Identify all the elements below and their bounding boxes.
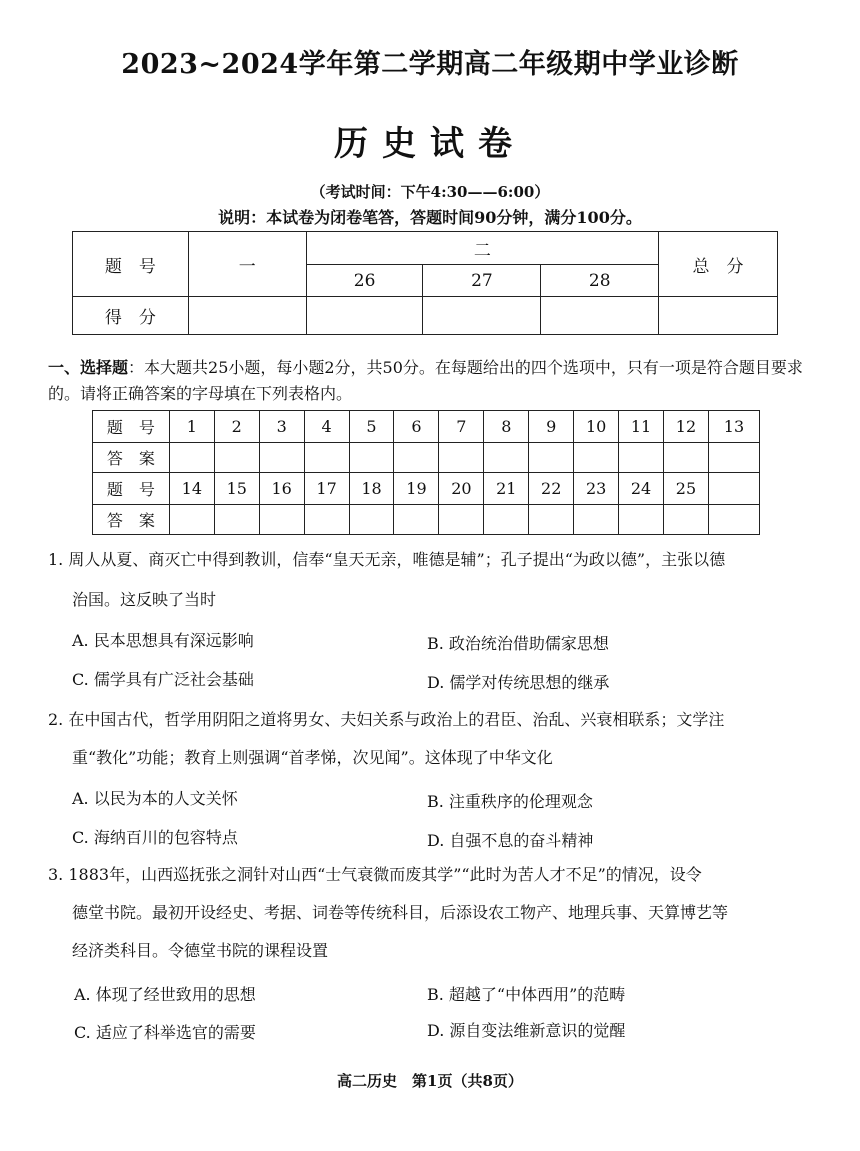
question-3-option-c[interactable]: C. 适应了科举选官的需要 [74, 1023, 256, 1042]
exam-title: 2023~2024学年第二学期高二年级期中学业诊断 [121, 49, 739, 80]
score-cell[interactable] [423, 297, 541, 335]
score-cell[interactable] [659, 297, 778, 335]
exam-instructions: 说明：本试卷为闭卷笔答，答题时间90分钟，满分100分。 [218, 208, 642, 227]
answer-cell[interactable] [664, 443, 709, 473]
question-number: 10 [574, 411, 619, 443]
question-1-stem: 1. 周人从夏、商灭亡中得到教训，信奉“皇天无亲，唯德是辅”；孔子提出“为政以德”，主张以德 [48, 550, 726, 569]
question-number: 13 [708, 411, 759, 443]
question-1-stem-continued: 治国。这反映了当时 [72, 590, 217, 609]
answer-cell[interactable] [304, 443, 349, 473]
score-table [72, 231, 778, 335]
answer-cell[interactable] [439, 505, 484, 535]
section1-intro [48, 355, 818, 407]
answer-table [92, 410, 760, 535]
question-1-option-d[interactable]: D. 儒学对传统思想的继承 [427, 673, 610, 692]
question-1-option-c[interactable]: C. 儒学具有广泛社会基础 [72, 670, 254, 689]
section1-heading: 一、选择题 [48, 358, 129, 377]
score-cell[interactable] [306, 297, 423, 335]
answer-table-row-numbers [93, 411, 760, 443]
answer-cell[interactable] [619, 505, 664, 535]
question-2-option-c[interactable]: C. 海纳百川的包容特点 [72, 828, 238, 847]
score-cell[interactable] [541, 297, 659, 335]
question-number: 21 [484, 473, 529, 505]
answer-cell[interactable] [304, 505, 349, 535]
answer-cell[interactable] [349, 505, 394, 535]
answer-cell[interactable] [619, 443, 664, 473]
question-number: 22 [529, 473, 574, 505]
score-table-label-score: 得 分 [73, 297, 189, 335]
question-number: 12 [664, 411, 709, 443]
answer-cell[interactable] [394, 505, 439, 535]
question-3-stem: 3. 1883年，山西巡抚张之洞针对山西“士气衰微而废其学”“此时为苦人才不足”的情况，设令 [48, 865, 702, 884]
question-1-option-b[interactable]: B. 政治统治借助儒家思想 [427, 634, 609, 653]
answer-table-answer-label: 答 案 [93, 505, 170, 535]
score-table-sub-27: 27 [423, 265, 541, 297]
answer-cell[interactable] [574, 505, 619, 535]
question-3-option-b[interactable]: B. 超越了“中体西用”的范畴 [427, 985, 626, 1004]
question-number: 1 [169, 411, 214, 443]
question-3-stem-continued: 德堂书院。最初开设经史、考据、词卷等传统科目，后添设农工物产、地理兵事、天算博艺等 [72, 903, 729, 922]
question-number: 19 [394, 473, 439, 505]
answer-cell[interactable] [259, 443, 304, 473]
answer-table-row-answers [93, 443, 760, 473]
question-number [708, 473, 759, 505]
score-table-sub-26: 26 [306, 265, 423, 297]
answer-cell[interactable] [484, 443, 529, 473]
answer-cell[interactable] [169, 443, 214, 473]
question-number: 4 [304, 411, 349, 443]
answer-table-row-answers [93, 505, 760, 535]
question-2-option-d[interactable]: D. 自强不息的奋斗精神 [427, 831, 594, 850]
answer-cell[interactable] [484, 505, 529, 535]
answer-cell[interactable] [169, 505, 214, 535]
page-footer: 高二历史 第1页（共8页） [337, 1072, 523, 1090]
answer-cell[interactable] [529, 505, 574, 535]
score-table-total: 总 分 [659, 232, 778, 297]
answer-cell[interactable] [259, 505, 304, 535]
question-number: 18 [349, 473, 394, 505]
question-2-option-a[interactable]: A. 以民为本的人文关怀 [72, 789, 238, 808]
answer-cell[interactable] [394, 443, 439, 473]
score-cell[interactable] [188, 297, 306, 335]
question-number: 14 [169, 473, 214, 505]
question-2-option-b[interactable]: B. 注重秩序的伦理观念 [427, 792, 593, 811]
answer-table-answer-label: 答 案 [93, 443, 170, 473]
question-number: 25 [664, 473, 709, 505]
question-number: 15 [214, 473, 259, 505]
question-number: 3 [259, 411, 304, 443]
question-number: 6 [394, 411, 439, 443]
question-number: 16 [259, 473, 304, 505]
question-number: 20 [439, 473, 484, 505]
question-1-option-a[interactable]: A. 民本思想具有深远影响 [72, 631, 254, 650]
answer-table-number-label: 题 号 [93, 473, 170, 505]
subject-title: 历史试卷 [334, 124, 526, 164]
question-3-stem-continued: 经济类科目。令德堂书院的课程设置 [72, 941, 329, 960]
question-2-stem-continued: 重“教化”功能；教育上则强调“首孝悌，次见闻”。这体现了中华文化 [72, 748, 553, 767]
question-3-option-d[interactable]: D. 源自变法维新意识的觉醒 [427, 1021, 626, 1040]
answer-cell[interactable] [214, 505, 259, 535]
score-table-part1: 一 [188, 232, 306, 297]
question-number: 17 [304, 473, 349, 505]
question-number: 8 [484, 411, 529, 443]
answer-cell[interactable] [529, 443, 574, 473]
answer-cell[interactable] [708, 505, 759, 535]
question-number: 23 [574, 473, 619, 505]
section1-text: ：本大题共25小题，每小题2分，共50分。在每题给出的四个选项中，只有一项是符合题目要求的。请将正确答案的字母填在下列表格内。 [48, 358, 803, 403]
question-number: 2 [214, 411, 259, 443]
question-number: 5 [349, 411, 394, 443]
question-number: 24 [619, 473, 664, 505]
answer-cell[interactable] [214, 443, 259, 473]
score-table-label-number: 题 号 [73, 232, 189, 297]
answer-cell[interactable] [439, 443, 484, 473]
question-number: 11 [619, 411, 664, 443]
question-2-stem: 2. 在中国古代，哲学用阴阳之道将男女、夫妇关系与政治上的君臣、治乱、兴衰相联系；文学注 [48, 710, 725, 729]
answer-cell[interactable] [664, 505, 709, 535]
exam-time: （考试时间：下午4:30——6:00） [310, 183, 550, 201]
answer-table-row-numbers [93, 473, 760, 505]
question-3-option-a[interactable]: A. 体现了经世致用的思想 [74, 985, 256, 1004]
answer-cell[interactable] [574, 443, 619, 473]
score-table-sub-28: 28 [541, 265, 659, 297]
question-number: 7 [439, 411, 484, 443]
question-number: 9 [529, 411, 574, 443]
answer-cell[interactable] [349, 443, 394, 473]
answer-table-number-label: 题 号 [93, 411, 170, 443]
answer-cell[interactable] [708, 443, 759, 473]
score-table-part2: 二 [306, 232, 658, 265]
